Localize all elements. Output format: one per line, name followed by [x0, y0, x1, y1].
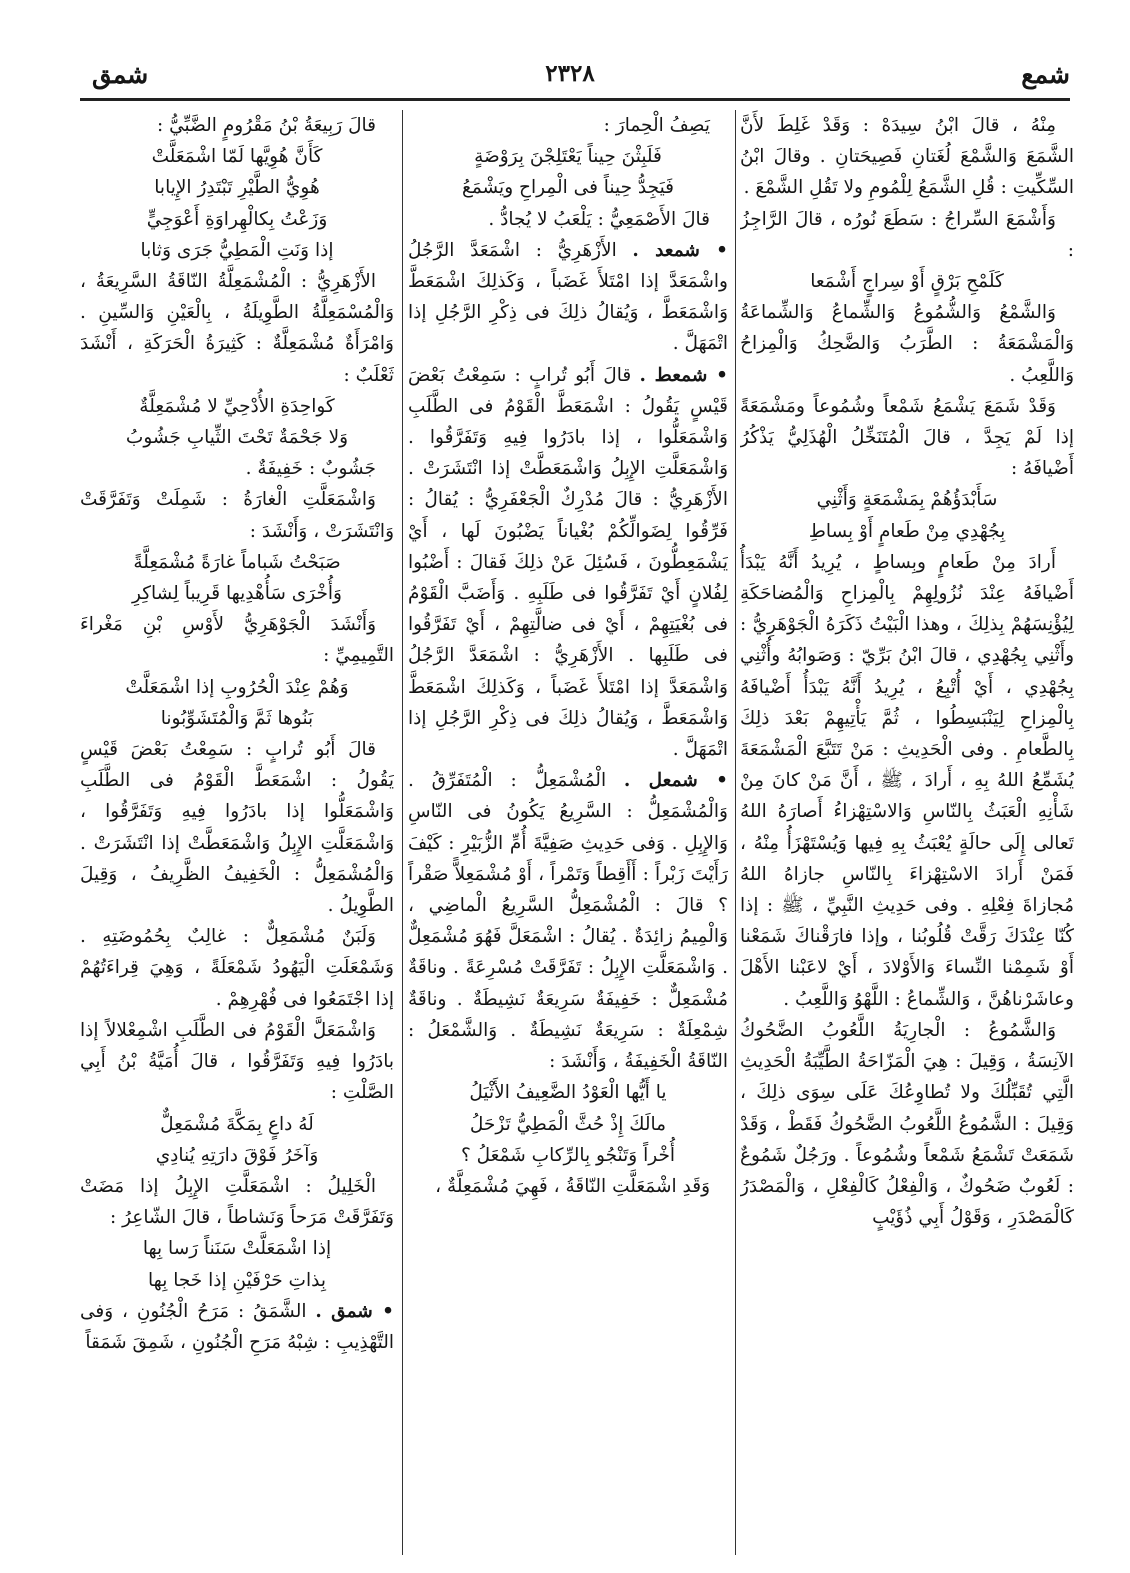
- verse-line: إذا وَنَتِ الْمَطِيُّ جَرَى وَثابا: [140, 239, 334, 261]
- verse-line: أُخْراً وَتَنْجُو بِالرِّكابِ شَمْعَلُ ؟: [460, 1144, 676, 1166]
- verse-line: لَهُ داعٍ بِمَكَّةَ مُشْمَعِلٌّ: [160, 1113, 314, 1135]
- entry-paragraph: [408, 360, 728, 766]
- verse-line: كَواحِدَةِ الأُدْحِيِّ لا مُشْمَعِلَّةٌ: [139, 395, 335, 417]
- text-paragraph: وَلَبَنٌ مُشْمَعِلٌّ : غالِبٌ بِحُمُوضَتِهِ . وَشَمْعَلَتِ الْيَهُودُ شَمْعَلَةً ، وَهِيَ قِراءَتُهُمْ إذا اجْتَمَعُوا فى فُهْرِهِمْ .: [80, 926, 394, 1010]
- verse-line: فَيَجِدُّ حِيناً فى الْمِراحِ ويَشْمَعُ: [462, 177, 674, 199]
- text-paragraph: الأَزْهَرِيُّ : الْمُشْمَعِلَّةُ النّاقَةُ السَّرِيعَةُ ، وَالْمُسْمَعِلَّةُ الطَّوِيلَةُ ، بِالْعَيْنِ وَالسِّينِ . وَامْرَأَةٌ مُشْمَعِلَّةٌ : كَثِيرَةُ الْحَرَكَةِ ، أَنْشَدَ ثَعْلَبٌ :: [80, 271, 394, 386]
- verse-line: فَلَبِثْنَ حِيناً يَعْتَلِجْنَ بِرَوْضَةٍ: [474, 146, 662, 168]
- entry-text: الأَزْهَرِيُّ : اشْمَعَدَّ الرَّجُلُ واشْمَعَدَّ إذا امْتَلأَ غَضَباً ، وَكَذلِكَ اشْمَعَطَّ وَاشْمَعَطَّ ، وَيُقالُ ذلِكَ فى ذِكْرِ الرَّجُلِ إذا اتْمَهَلَّ .: [408, 239, 728, 355]
- text-paragraph: قالَ أَبُو تُرابٍ : سَمِعْتُ بَعْضَ قَيْسٍ يَقُولُ : اشْمَعَطَّ الْقَوْمُ فى الطَّلَبِ وَاشْمَعَلُّوا إذا بادَرُوا فِيهِ وَتَفَرَّقُوا ، وَاشْمَعَلَّتِ الإِبِلُ وَاشْمَعَطَّتْ إذا انْتَشَرَتْ . وَالْمُشْمَعِلُّ : الْخَفِيفُ الظَّرِيفُ ، وَقِيلَ الطَّوِيلُ .: [80, 739, 394, 917]
- verse-line: يا أَيُّها الْعَوْدُ الضَّعِيفُ الأَثْيَلُ: [469, 1082, 667, 1104]
- verse-line: إذا اشْمَعَلَّتْ سَنَناً رَسا بِها: [142, 1238, 332, 1260]
- entry-paragraph: [408, 765, 728, 1077]
- verse-line: مالَكَ إِذْ حُثَّ الْمَطِيُّ تَزْحَلُ: [469, 1113, 667, 1135]
- text-paragraph: الْخَلِيلُ : اشْمَعَلَّتِ الإِبِلُ إذا مَضَتْ وَتَفَرَّقَتْ مَرَحاً وَنَشاطاً ، قالَ الشّاعِرُ :: [80, 1175, 394, 1229]
- text-paragraph: وَاشْمَعَلَّ الْقَوْمُ فى الطَّلَبِ اشْمِعْلالاً إذا بادَرُوا فِيهِ وَتَفَرَّقُوا ، قالَ أُمَيَّةُ بْنُ أَبِي الصَّلْتِ :: [80, 1019, 394, 1104]
- text-paragraph: وَقَدْ شَمَعَ يَشْمَعُ شَمْعاً وشُمُوعاً ومَشْمَعَةً إذا لَمْ يَجِدَّ ، قالَ الْمُتَنَخِّلُ الْهُذَلِيُّ يَذْكُرُ أَضْيافَهُ :: [740, 395, 1074, 480]
- entry-text: الشَّمَقُ : مَرَحُ الْجُنُونِ ، وَفى التَّهْذِيبِ : شِبْهُ مَرَحِ الْجُنُونِ ، شَمِقَ شَمَقاً: [80, 1300, 394, 1353]
- entry-paragraph: [80, 1296, 394, 1358]
- verse-line: بِجُهْدِي مِنْ طَعامٍ أَوْ بِساطِ: [808, 520, 1006, 542]
- column-divider: [735, 110, 736, 1555]
- entry-headword: • شمعل .: [623, 770, 728, 792]
- text-paragraph: يَصِفُ الْحِمارَ :: [603, 115, 710, 136]
- verse-line: وَهُمْ عِنْدَ الْحُرُوبِ إذا اشْمَعَلَّتْ: [125, 676, 349, 698]
- verse-line: كَلَمْحِ بَرْقٍ أَوْ سِراجٍ أَشْمَعا: [810, 271, 1004, 293]
- entry-text: قالَ أَبُو تُرابٍ : سَمِعْتُ بَعْضَ قَيْسٍ يَقُولُ : اشْمَعَطَّ الْقَوْمُ فى الطَّلَبِ وَاشْمَعَلُّوا ، إذا بادَرُوا فِيهِ وَتَفَرَّقُوا . وَاشْمَعَلَّتِ الإِبِلُ وَاشْمَعَطَّتْ إذا انْتَشَرَتْ . الأَزْهَرِيُّ : قالَ مُدْرِكٌ الْجَعْفَرِيُّ : يُقالُ : فَرِّقُوا لِضَوالِّكُمْ بُغْياناً يَضْبُونَ لَها ، أَيْ يَشْمَعِطُّونَ ، فَسُئِلَ عَنْ ذلِكَ فَقالَ : أَضْبُوا لِفُلانٍ أَيْ تَفَرَّقُوا فى طَلَبِهِ . وَأَضَبَّ الْقَوْمُ فى بُغْيَتِهِمْ ، أَيْ فى ضالَّتِهِمْ ، أَيْ تَفَرَّقُوا فى طَلَبِها . الأَزْهَرِيُّ : اشْمَعَدَّ الرَّجُلُ وَاشْمَعَدَّ إذا امْتَلأَ غَضَباً ، وَكَذلِكَ اشْمَعَطَّ وَاشْمَعَطَّ ، وَيُقالُ ذلِكَ فى ذِكْرِ الرَّجُلِ إذا اتْمَهَلَّ .: [408, 364, 728, 761]
- text-paragraph: وَالشَّمْعُ وَالشُّمُوعُ وَالشِّماعُ وَالشِّماعَةُ وَالْمَشْمَعَةُ : الطَّرَبُ وَالضَّحِكُ وَالْمِزاحُ وَاللَّعِبُ .: [740, 302, 1074, 386]
- entry-text: الْمُشْمَعِلُّ : الْمُتَفَرِّقُ . وَالْمُشْمَعِلُّ : السَّرِيعُ يَكُونُ فى النّاسِ وَالإِبِلِ . وَفى حَدِيثِ صَفِيَّةَ أُمِّ الزُّبَيْرِ : كَيْفَ رَأَيْتَ زَبْراً : أَأَقِطاً وَتَمْراً ، أَوْ مُشْمَعِلاًّ صَقْراً ؟ قالَ : الْمُشْمَعِلُّ السَّرِيعُ الْماضِي ، وَالْمِيمُ زائِدَةٌ . يُقالُ : اشْمَعَلَّ فَهُوَ مُشْمَعِلٌّ . وَاشْمَعَلَّتِ الإِبِلُ : تَفَرَّقَتْ مُسْرِعَةً . وناقَةٌ مُشْمَعِلٌّ : خَفِيفَةٌ سَرِيعَةٌ نَشِيطَةٌ . وناقَةٌ شِمْعِلَةٌ : سَرِيعَةٌ نَشِيطَةٌ . وَالشَّمْعَلُ : النّاقَةُ الْخَفِيفَةُ ، وَأَنْشَدَ :: [408, 770, 728, 1073]
- text-paragraph: وَقَدِ اشْمَعَلَّتِ النّاقَةُ ، فَهِيَ مُشْمَعِلَّةٌ ،: [435, 1175, 710, 1197]
- text-paragraph: جَشُوبٌ : خَفِيفَةٌ .: [245, 458, 376, 480]
- verse-line: بِذاتِ حَرْفَيْنِ إذا خَجا بِها: [148, 1269, 326, 1291]
- verse-line: وَزَعْتُ بِكالْهِراوَةِ أَعْوَجِيٍّ: [146, 208, 328, 230]
- entry-headword: • شمعد .: [632, 239, 728, 261]
- verse-line: صَبَحْتُ شَباماً غارَةً مُشْمَعِلَّةً: [133, 551, 341, 573]
- header-root-right: شمع: [1021, 60, 1070, 89]
- column-left: [80, 110, 394, 1560]
- verse-line: هُوِيُّ الطَّيْرِ تَبْتَدِرُ الإِيابا: [154, 177, 320, 199]
- text-paragraph: وَاشْمَعَلَّتِ الْغارَةُ : شَمِلَتْ وَتَفَرَّقَتْ وَانْتَشَرَتْ ، وَأَنْشَدَ :: [80, 489, 394, 542]
- entry-paragraph: [408, 235, 728, 360]
- text-paragraph: مِنْهُ ، قالَ ابْنُ سِيدَهْ : وَقَدْ غَلِطَ لأَنَّ الشَّمَعَ وَالشَّمْعَ لُغَتانِ فَصِيحَتانِ . وقالَ ابْنُ السِّكِّيتِ : قُلِ الشَّمَعُ لِلْمُومِ ولا تَقُلِ الشَّمْعَ .: [740, 115, 1074, 199]
- verse-line: بَنُوها ثَمَّ وَالْمُتَشَوِّبُونا: [160, 707, 314, 729]
- column-middle: [408, 110, 728, 1560]
- header-root-left: شمق: [92, 60, 149, 89]
- verse-line: كَأَنَّ هُوِيَّها لَمّا اشْمَعَلَّتْ: [151, 146, 323, 168]
- verse-line: سَأَبْدَؤُهُمْ بِمَشْمَعَةٍ وَأَثْنِي: [816, 489, 998, 511]
- text-paragraph: وَأَشْمَعَ السِّراجُ : سَطَعَ نُورُه ، قالَ الرَّاجِزُ :: [740, 208, 1074, 261]
- text-paragraph: أَرادَ مِنْ طَعامٍ وبِساطٍ ، يُرِيدُ أَنَّهُ يَبْدَأُ أَضْيافَهُ عِنْدَ نُزُولِهِمْ بِالْمِزاحِ وَالْمُضاحَكَةِ لِيُؤْنِسَهُمْ بِذلِكَ ، وهذا الْبَيْتُ ذَكَرَهُ الْجَوْهَرِيُّ : وأَثْنِي بِجُهْدِي ، قالَ ابْنُ بَرِّيّ : وَصَوابُهُ وأُثْنِي بِجُهْدِي ، أَيْ أُتْبِعُ ، يُرِيدُ أَنَّهُ يَبْدَأُ أَضْيافَهُ بِالْمِزاحِ لِيَنْبَسِطُوا ، ثُمَّ يَأْتِيهِمْ بَعْدَ ذلِكَ بِالطَّعامِ . وفى الْحَدِيثِ : مَنْ تَتَبَّعَ الْمَشْمَعَةَ يُشَمِّعُ اللهُ بِهِ ، أَرادَ ، ﷺ ، أَنَّ مَنْ كانَ مِنْ شَأْنِهِ الْعَبَثُ بِالنّاسِ وَالاسْتِهْزاءُ أَصارَهُ اللهُ تَعالى إِلَى حالَةٍ يُعْبَثُ بِهِ فِيها وَيُسْتَهْزَأُ مِنْهُ ، فَمَنْ أَرادَ الاسْتِهْزاءَ بِالنّاسِ جازاهُ اللهُ مُجازاةَ فِعْلِهِ . وفى حَدِيثِ النَّبِيِّ ، ﷺ : إذا كُنّا عِنْدَكَ رَقَّتْ قُلُوبُنا ، وإذا فارَقْناكَ شَمَعْنا أَوْ شَمِمْنا النِّساءَ وَالأَوْلادَ ، أَيْ لاعَبْنا الأَهْلَ وعاشَرْناهُنَّ ، وَالشِّماعُ : اللَّهْوُ وَاللَّعِبُ .: [740, 551, 1074, 1010]
- column-divider: [402, 110, 403, 1555]
- entry-headword: • شمعط .: [639, 364, 728, 386]
- text-paragraph: وَالشَّمُوعُ : الْجارِيَةُ اللَّعُوبُ الضَّحُوكُ الآنِسَةُ ، وَقِيلَ : هِيَ الْمَزّاحَةُ الطَّيِّبَةُ الْحَدِيثِ الَّتِي تُقَبِّلُكَ ولا تُطاوِعُكَ عَلَى سِوَى ذلِكَ ، وَقِيلَ : الشَّمُوعُ اللَّعُوبُ الضَّحُوكُ فَقَطْ ، وَقَدْ شَمَعَتْ تَشْمَعُ شَمْعاً وشُمُوعاً . ورَجُلٌ شَمُوعٌ : لَعُوبٌ ضَحُوكٌ ، وَالْفِعْلُ كَالْفِعْلِ ، وَالْمَصْدَرُ كَالْمَصْدَرِ ، وَقَوْلُ أَبِي ذُؤَيْبٍ: [740, 1019, 1074, 1229]
- text-paragraph: قالَ الأَصْمَعِيُّ : يَلْعَبُ لا يُجادُّ .: [488, 208, 710, 230]
- verse-line: وَآخَرُ فَوْقَ دارَتِهِ يُنادِي: [155, 1144, 319, 1166]
- text-paragraph: وَأَنْشَدَ الْجَوْهَرِيُّ لأَوْسِ بْنِ مَغْراءَ التَّمِيمِيِّ :: [80, 614, 394, 667]
- verse-line: وَأُخْرَى سَأُهْدِيها قَرِيباً لِشاكِرِ: [132, 583, 342, 605]
- header-rule: [80, 98, 1070, 101]
- page-number: ٢٣٢٨: [545, 60, 595, 87]
- column-right: [740, 110, 1074, 1560]
- page-header: [70, 52, 1070, 98]
- verse-line: وَلا جَحْمَةٌ تَحْتَ الثِّيابِ جَشُوبُ: [125, 427, 349, 449]
- text-paragraph: قالَ رَبِيعَةُ بْنُ مَقْرُومٍ الضَّبِّيُّ :: [157, 115, 376, 136]
- entry-headword: • شمق .: [315, 1300, 394, 1322]
